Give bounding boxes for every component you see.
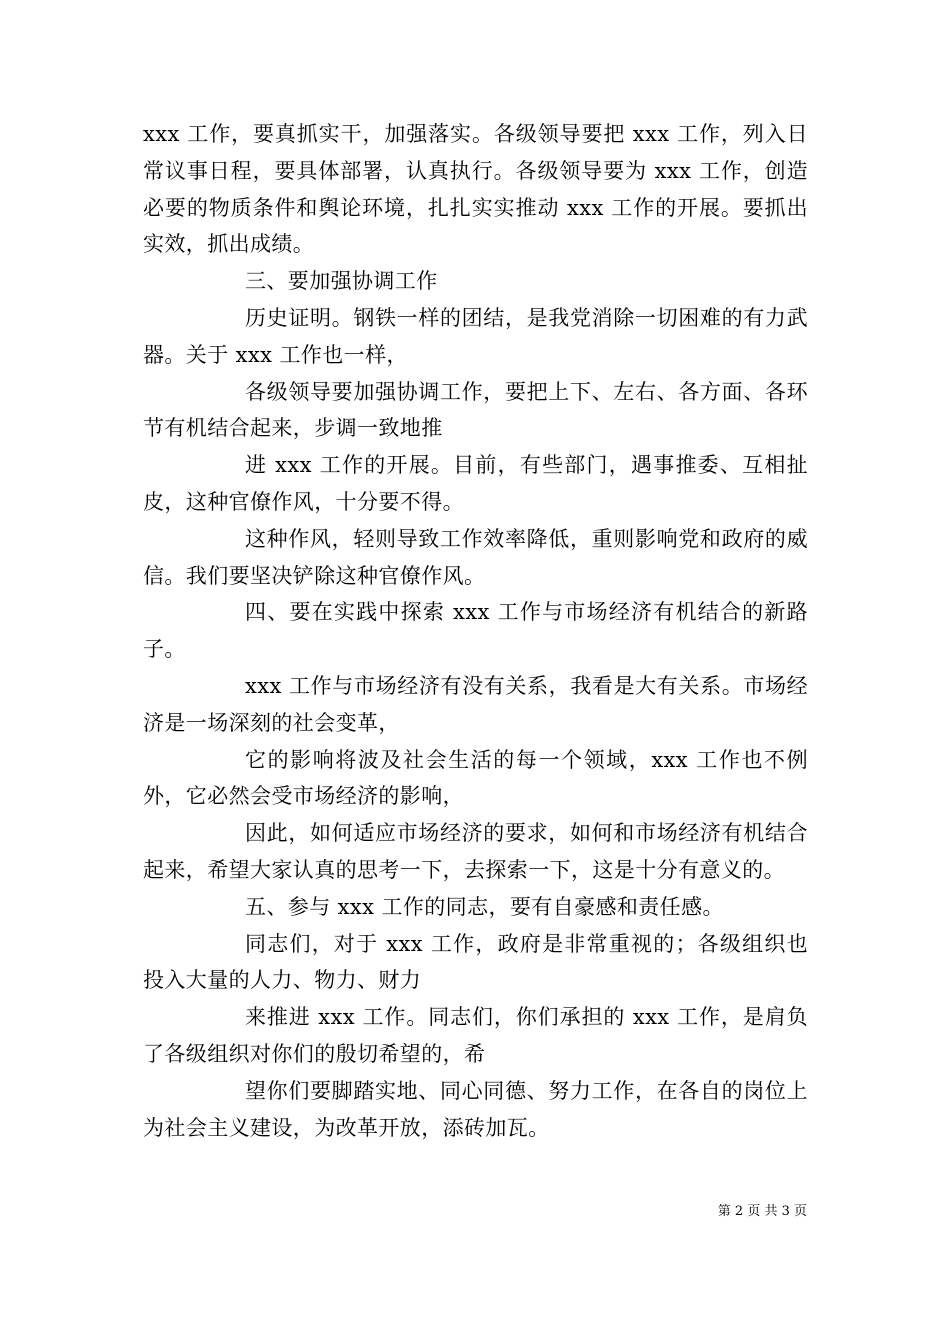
paragraph-8: xxx 工作与市场经济有没有关系，我看是大有关系。市场经济是一场深刻的社会变革， <box>143 673 808 735</box>
paragraph-4: 各级领导要加强协调工作，要把上下、左右、各方面、各环节有机结合起来，步调一致地推 <box>143 379 808 441</box>
section-heading-4: 四、要在实践中探索 xxx 工作与市场经济有机结合的新路子。 <box>143 600 808 662</box>
paragraph-10: 因此，如何适应市场经济的要求，如何和市场经济有机结合起来，希望大家认真的思考一下，去探索一下，这是十分有意义的。 <box>143 821 808 882</box>
paragraph-12: 同志们，对于 xxx 工作，政府是非常重视的；各级组织也投入大量的人力、物力、财力 <box>143 931 808 993</box>
paragraph-1: xxx 工作，要真抓实干，加强落实。各级领导要把 xxx 工作，列入日常议事日程，要具体部署，认真执行。各级领导要为 xxx 工作，创造必要的物质条件和舆论环境，扎扎实实推动 xxx 工作的开展。要抓出实效，抓出成绩。 <box>143 122 808 257</box>
paragraph-5: 进 xxx 工作的开展。目前，有些部门，遇事推委、互相扯皮，这种官僚作风，十分要不得。 <box>143 453 808 514</box>
section-heading-5: 五、参与 xxx 工作的同志，要有自豪感和责任感。 <box>245 894 724 919</box>
paragraph-14: 望你们要脚踏实地、同心同德、努力工作，在各自的岗位上为社会主义建设，为改革开放，添砖加瓦。 <box>143 1078 808 1140</box>
paragraph-13: 来推进 xxx 工作。同志们，你们承担的 xxx 工作，是肩负了各级组织对你们的殷切希望的，希 <box>143 1005 808 1066</box>
page-number-footer: 第 2 页 共 3 页 <box>717 1204 807 1219</box>
paragraph-3: 历史证明。钢铁一样的团结，是我党消除一切困难的有力武器。关于 xxx 工作也一样， <box>143 305 808 367</box>
section-heading-3: 三、要加强协调工作 <box>245 269 438 294</box>
paragraph-6: 这种作风，轻则导致工作效率降低，重则影响党和政府的威信。我们要坚决铲除这种官僚作风。 <box>143 526 808 588</box>
paragraph-9: 它的影响将波及社会生活的每一个领域，xxx 工作也不例外，它必然会受市场经济的影响， <box>143 747 808 809</box>
document-body <box>143 116 808 1146</box>
